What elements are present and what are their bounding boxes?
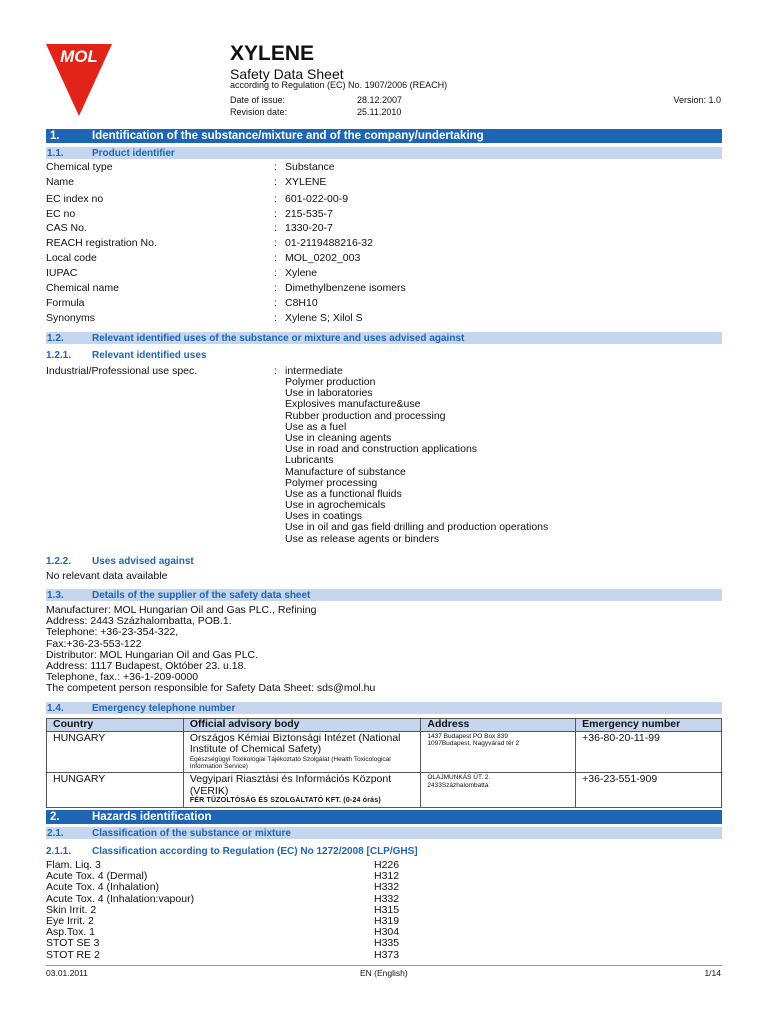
subsection-number: 1.2.2.	[46, 556, 72, 567]
supplier-line: The competent person responsible for Safety Data Sheet: sds@mol.hu	[46, 682, 376, 695]
regulation-note: according to Regulation (EC) No. 1907/2006 (REACH)	[230, 80, 448, 90]
supplier-line: Address: 1117 Budapest, Október 23. u.18.	[46, 659, 247, 672]
hazard-class: Flam. Liq. 3	[46, 859, 101, 871]
use-item: Use in oil and gas field drilling and production operations	[285, 521, 549, 534]
revision-date: 25.11.2010	[357, 107, 402, 117]
row-key: IUPAC	[46, 267, 78, 279]
product-row: Formula : C8H10	[46, 297, 318, 309]
product-row: Chemical type : Substance	[46, 161, 335, 173]
hazard-code: H373	[374, 948, 400, 961]
supplier-line: Telephone: +36-23-354-322,	[46, 626, 179, 639]
version: Version: 1.0	[673, 95, 721, 105]
row-value: 215-535-7	[285, 208, 333, 220]
column-header: Address	[421, 719, 576, 732]
advisory-body-name: Országos Kémiai Biztonsági Intézet (National Institute of Chemical Safety)	[189, 731, 401, 756]
hazard-code: H315	[374, 903, 400, 916]
use-item: intermediate	[285, 365, 343, 377]
supplier-details	[46, 605, 375, 695]
row-key: Formula	[46, 297, 85, 309]
column-header: Official advisory body	[183, 719, 421, 732]
use-item: Explosives manufacture&use	[285, 398, 421, 411]
subsection-number: 2.1.1.	[46, 846, 72, 857]
hazard-class: Asp.Tox. 1	[46, 926, 96, 939]
address-cell	[421, 773, 576, 808]
hazard-class: Acute Tox. 4 (Inhalation)	[46, 881, 160, 894]
table-row	[47, 731, 722, 773]
subsection-1-3-header	[46, 589, 722, 601]
column-header: Emergency number	[576, 719, 722, 732]
uses-list	[285, 377, 548, 545]
advisory-body-note: Egészségügyi Toxikológiai Tájékoztató Szolgálat (Health Toxicological Information Service)	[189, 755, 391, 771]
use-item: Use in cleaning agents	[285, 431, 392, 444]
emergency-contacts-table	[46, 718, 722, 808]
section-title: Identification of the substance/mixture and of the company/undertaking	[92, 130, 484, 142]
subsection-number: 1.1.	[47, 148, 64, 159]
column-header: Country	[47, 719, 184, 732]
document-subtitle: Safety Data Sheet	[230, 66, 344, 82]
emergency-number-cell: +36-23-551-909	[576, 773, 722, 808]
hazard-code: H335	[374, 937, 400, 950]
table-header-row	[47, 719, 722, 732]
section-number: 2.	[50, 811, 60, 823]
table-row	[47, 773, 722, 808]
section-title: Hazards identification	[92, 811, 212, 823]
subsection-number: 1.2.	[47, 333, 64, 344]
subsection-title: Details of the supplier of the safety data sheet	[92, 590, 311, 601]
row-key: EC index no	[46, 193, 104, 205]
supplier-line: Address: 2443 Százhalombatta, POB.1.	[46, 615, 232, 628]
use-item: Polymer processing	[285, 476, 378, 489]
product-row: Name : XYLENE	[46, 176, 327, 188]
hazard-code: H312	[374, 870, 400, 883]
row-key: Name	[46, 176, 75, 188]
supplier-line: Manufacturer: MOL Hungarian Oil and Gas PLC., Refining	[46, 604, 317, 616]
advisory-body-cell	[183, 731, 421, 773]
use-item: Use as a functional fluids	[285, 487, 402, 500]
hazard-code: H332	[374, 881, 400, 894]
product-row: EC no : 215-535-7	[46, 208, 333, 220]
use-item: Use in laboratories	[285, 387, 373, 400]
row-value: 1330-20-7	[285, 222, 333, 234]
use-item: Use as a fuel	[285, 420, 347, 433]
address-cell	[421, 731, 576, 773]
product-row: EC index no : 601-022-00-9	[46, 193, 349, 205]
footer-divider	[46, 965, 722, 966]
date-of-issue-label: Date of issue:	[230, 95, 286, 105]
hazard-class: STOT RE 2	[46, 948, 100, 961]
subsection-title: Uses advised against	[92, 556, 194, 567]
row-key: Local code	[46, 252, 97, 264]
subsection-title: Emergency telephone number	[92, 703, 236, 714]
supplier-line: Distributor: MOL Hungarian Oil and Gas PLC.	[46, 648, 259, 661]
subsection-title: Product identifier	[92, 148, 175, 159]
subsection-1-1-header	[46, 147, 722, 159]
subsection-number: 1.2.1.	[46, 350, 72, 361]
footer-date: 03.01.2011	[46, 968, 88, 978]
row-value: MOL_0202_003	[285, 252, 361, 264]
section-2-header	[46, 810, 722, 824]
row-value: Dimethylbenzene isomers	[285, 282, 406, 294]
row-value: Xylene	[285, 267, 318, 279]
use-item: Rubber production and processing	[285, 409, 446, 422]
supplier-line: Fax:+36-23-553-122	[46, 637, 142, 650]
hazard-class: STOT SE 3	[46, 937, 100, 950]
subsection-2-1-header	[46, 827, 722, 839]
footer-language: EN (English)	[360, 968, 408, 978]
use-item: Manufacture of substance	[285, 465, 406, 478]
subsection-number: 1.4.	[47, 703, 64, 714]
subsection-title: Relevant identified uses	[92, 350, 207, 361]
row-key: Synonyms	[46, 312, 96, 324]
use-item: Use in agrochemicals	[285, 499, 386, 512]
product-row: Synonyms : Xylene S; Xilol S	[46, 312, 363, 324]
section-1-header	[46, 129, 722, 143]
product-row: Chemical name : Dimethylbenzene isomers	[46, 282, 406, 294]
row-key: REACH registration No.	[46, 237, 157, 249]
page-number: 1/14	[704, 968, 721, 978]
emergency-number-cell: +36-80-20-11-99	[576, 731, 722, 773]
subsection-title: Classification according to Regulation (EC) No 1272/2008 [CLP/GHS]	[92, 846, 418, 857]
product-row: REACH registration No. : 01-2119488216-32	[46, 237, 373, 249]
hazard-class: Skin Irrit. 2	[46, 903, 97, 916]
hazard-class: Eye Irrit. 2	[46, 915, 94, 927]
hazard-class: Acute Tox. 4 (Dermal)	[46, 870, 148, 883]
country-cell: HUNGARY	[47, 731, 184, 773]
use-item: Uses in coatings	[285, 510, 363, 523]
product-row: Local code : MOL_0202_003	[46, 252, 361, 264]
use-item: Use as release agents or binders	[285, 532, 440, 545]
section-number: 1.	[50, 130, 60, 142]
address-line: 1437 Budapest PO Box 839	[427, 732, 508, 740]
subsection-number: 1.3.	[47, 590, 64, 601]
row-key: CAS No.	[46, 222, 87, 234]
use-item: Polymer production	[285, 376, 376, 388]
subsection-number: 2.1.	[47, 828, 64, 839]
use-item: Lubricants	[285, 454, 334, 467]
country-cell: HUNGARY	[47, 773, 184, 808]
row-key: Chemical name	[46, 282, 119, 294]
date-of-issue: 28.12.2007	[357, 95, 403, 105]
address-line: OLAJMUNKÁS ÚT. 2.	[427, 774, 491, 782]
hazard-class: Acute Tox. 4 (Inhalation:vapour)	[46, 892, 195, 905]
advisory-body-cell	[183, 773, 421, 808]
mol-logo	[44, 42, 114, 118]
subsection-title: Relevant identified uses of the substance or mixture and uses advised against	[92, 333, 465, 344]
advisory-body-name: Vegyipari Riasztási és Információs Központ (VERIK)	[189, 773, 392, 797]
hazard-code: H332	[374, 892, 400, 905]
row-key: Chemical type	[46, 161, 113, 173]
row-value: XYLENE	[285, 176, 327, 188]
address-line: 2433Százhalombatta	[427, 782, 489, 790]
product-row: IUPAC : Xylene	[46, 267, 318, 279]
hazard-code: H226	[374, 859, 400, 871]
uses-row: Industrial/Professional use spec. : intermediate	[46, 365, 343, 377]
hazard-code: H304	[374, 926, 400, 939]
classification-row	[46, 938, 446, 949]
address-line: 1097Budapest, Nagyvárad tér 2	[427, 740, 520, 748]
product-row: CAS No. : 1330-20-7	[46, 222, 333, 234]
advisory-body-note: FÉR TŰZOLTÓSÁG ÉS SZOLGÁLTATÓ KFT. (0-24 órás)	[189, 797, 381, 805]
row-value: 601-022-00-9	[285, 193, 349, 205]
supplier-line: Telephone, fax.: +36-1-209-0000	[46, 671, 199, 684]
subsection-1-4-header	[46, 702, 722, 714]
row-value: C8H10	[285, 297, 318, 309]
logo-text: MOL	[60, 47, 98, 66]
row-value: Xylene S; Xilol S	[285, 312, 363, 324]
document-title: XYLENE	[230, 42, 315, 65]
use-item: Use in road and construction applications	[285, 443, 478, 456]
classification-row	[46, 950, 446, 961]
row-key: EC no	[46, 208, 76, 220]
uses-key: Industrial/Professional use spec.	[46, 365, 198, 377]
subsection-1-2-header	[46, 332, 722, 344]
advised-against-text: No relevant data available	[46, 570, 168, 582]
classification-row	[46, 882, 446, 893]
hazard-code: H319	[374, 915, 400, 927]
revision-date-label: Revision date:	[230, 107, 288, 117]
row-value: 01-2119488216-32	[285, 237, 373, 249]
subsection-title: Classification of the substance or mixture	[92, 828, 291, 839]
row-value: Substance	[285, 161, 335, 173]
